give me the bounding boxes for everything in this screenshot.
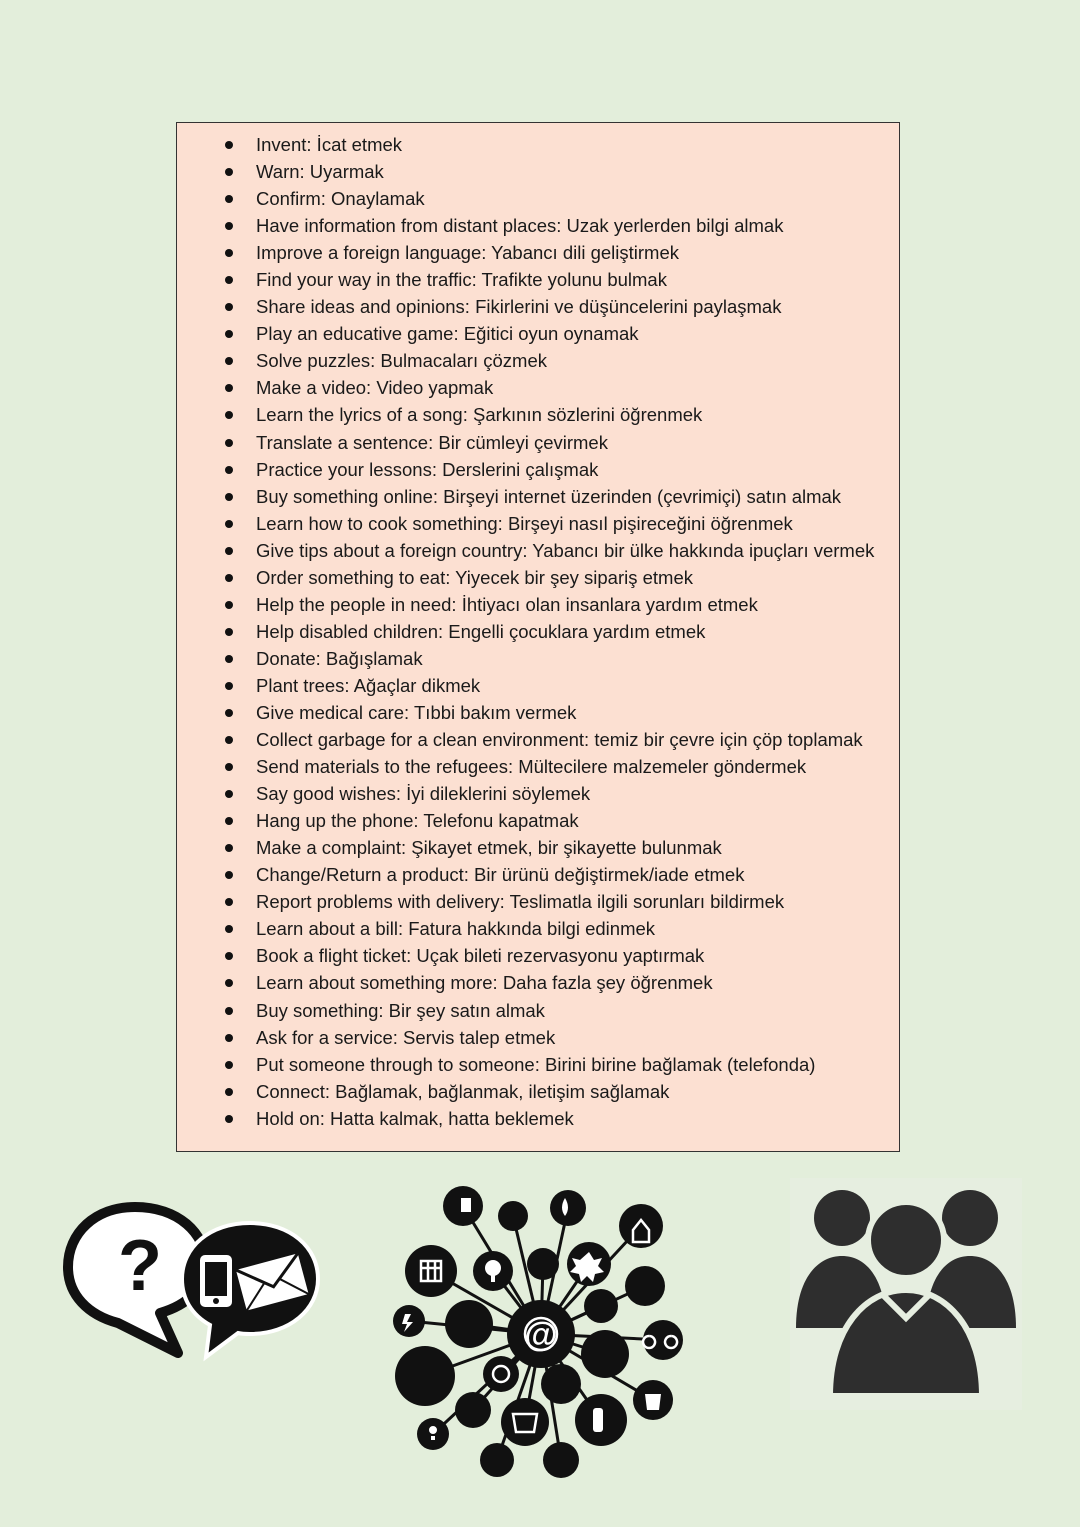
vocabulary-item xyxy=(177,593,899,620)
vocabulary-item xyxy=(177,160,899,187)
svg-text:?: ? xyxy=(118,1226,162,1306)
vocabulary-text: Help disabled children: Engelli çocuklara yardım etmek xyxy=(256,620,706,642)
vocabulary-text: Make a video: Video yapmak xyxy=(256,377,494,399)
vocabulary-text: Learn the lyrics of a song: Şarkının sözlerini öğrenmek xyxy=(256,404,703,426)
vocabulary-text: Connect: Bağlamak, bağlanmak, iletişim sağlamak xyxy=(256,1080,670,1102)
vocabulary-item xyxy=(177,1080,899,1107)
vocabulary-text: Put someone through to someone: Birini birine bağlamak (telefonda) xyxy=(256,1053,816,1075)
bullet-icon xyxy=(225,411,233,419)
vocabulary-text: Solve puzzles: Bulmacaları çözmek xyxy=(256,350,547,372)
bullet-icon xyxy=(225,790,233,798)
vocabulary-text: Invent: İcat etmek xyxy=(256,134,403,155)
vocabulary-item xyxy=(177,295,899,322)
bullet-icon xyxy=(225,898,233,906)
bullet-icon xyxy=(225,168,233,176)
vocabulary-text: Learn about a bill: Fatura hakkında bilgi edinmek xyxy=(256,918,656,940)
vocabulary-item xyxy=(177,458,899,485)
bullet-icon xyxy=(225,979,233,987)
bullet-icon xyxy=(225,330,233,338)
vocabulary-item xyxy=(177,485,899,512)
vocabulary-text: Plant trees: Ağaçlar dikmek xyxy=(256,674,481,696)
vocabulary-item xyxy=(177,782,899,809)
bullet-icon xyxy=(225,276,233,284)
speech-bubbles-phone-mail-icon xyxy=(60,1195,325,1365)
bullet-icon xyxy=(225,141,233,149)
vocabulary-item xyxy=(177,403,899,430)
bullet-icon xyxy=(225,736,233,744)
bullet-icon xyxy=(225,547,233,555)
vocabulary-item xyxy=(177,836,899,863)
vocabulary-text: Improve a foreign language: Yabancı dili geliştirmek xyxy=(256,242,679,264)
vocabulary-text: Collect garbage for a clean environment: temiz bir çevre için çöp toplamak xyxy=(256,729,863,751)
vocabulary-item xyxy=(177,187,899,214)
bullet-icon xyxy=(225,357,233,365)
vocabulary-item xyxy=(177,701,899,728)
vocabulary-list xyxy=(177,133,899,1134)
vocabulary-text: Share ideas and opinions: Fikirlerini ve düşüncelerini paylaşmak xyxy=(256,296,782,318)
vocabulary-item xyxy=(177,971,899,998)
bullet-icon xyxy=(225,817,233,825)
vocabulary-item xyxy=(177,133,899,160)
bullet-icon xyxy=(225,709,233,717)
vocabulary-text: Warn: Uyarmak xyxy=(256,161,384,183)
vocabulary-item xyxy=(177,999,899,1026)
vocabulary-item xyxy=(177,890,899,917)
vocabulary-item xyxy=(177,268,899,295)
bullet-icon xyxy=(225,682,233,690)
vocabulary-text: Play an educative game: Eğitici oyun oynamak xyxy=(256,323,639,345)
bullet-icon xyxy=(225,1061,233,1069)
bullet-icon xyxy=(225,1007,233,1015)
vocabulary-text: Book a flight ticket: Uçak bileti rezervasyonu yaptırmak xyxy=(256,945,705,967)
vocabulary-item xyxy=(177,349,899,376)
vocabulary-item xyxy=(177,647,899,674)
vocabulary-text: Buy something online: Birşeyi internet üzerinden (çevrimiçi) satın almak xyxy=(256,485,842,507)
vocabulary-item xyxy=(177,728,899,755)
vocabulary-text: Order something to eat: Yiyecek bir şey sipariş etmek xyxy=(256,566,693,588)
svg-text:@: @ xyxy=(524,1316,558,1354)
bullet-icon xyxy=(225,601,233,609)
vocabulary-text: Help the people in need: İhtiyacı olan insanlara yardım etmek xyxy=(256,593,758,615)
vocabulary-text: Practice your lessons: Derslerini çalışmak xyxy=(256,458,599,480)
vocabulary-item xyxy=(177,1053,899,1080)
vocabulary-text: Report problems with delivery: Teslimatla ilgili sorunları bildirmek xyxy=(256,891,785,913)
bullet-icon xyxy=(225,249,233,257)
bullet-icon xyxy=(225,493,233,501)
vocabulary-item xyxy=(177,755,899,782)
bullet-icon xyxy=(225,952,233,960)
vocabulary-item xyxy=(177,322,899,349)
bullet-icon xyxy=(225,628,233,636)
vocabulary-item xyxy=(177,620,899,647)
vocabulary-item xyxy=(177,512,899,539)
vocabulary-item xyxy=(177,863,899,890)
bullet-icon xyxy=(225,763,233,771)
bullet-icon xyxy=(225,1088,233,1096)
vocabulary-item xyxy=(177,241,899,268)
bullet-icon xyxy=(225,655,233,663)
vocabulary-item xyxy=(177,674,899,701)
people-group-icon xyxy=(790,1178,1022,1410)
vocabulary-text: Confirm: Onaylamak xyxy=(256,188,425,210)
bullet-icon xyxy=(225,925,233,933)
bullet-icon xyxy=(225,303,233,311)
vocabulary-text: Have information from distant places: Uzak yerlerden bilgi almak xyxy=(256,215,784,237)
vocabulary-text: Find your way in the traffic: Trafikte yolunu bulmak xyxy=(256,269,667,291)
vocabulary-item xyxy=(177,566,899,593)
bullet-icon xyxy=(225,384,233,392)
bullet-icon xyxy=(225,466,233,474)
vocabulary-text: Translate a sentence: Bir cümleyi çevirmek xyxy=(256,431,608,453)
vocabulary-text: Make a complaint: Şikayet etmek, bir şikayette bulunmak xyxy=(256,837,722,859)
vocabulary-item xyxy=(177,431,899,458)
vocabulary-item xyxy=(177,917,899,944)
vocabulary-text: Donate: Bağışlamak xyxy=(256,647,423,669)
bullet-icon xyxy=(225,520,233,528)
vocabulary-text: Hold on: Hatta kalmak, hatta beklemek xyxy=(256,1107,574,1129)
vocabulary-text: Ask for a service: Servis talep etmek xyxy=(256,1026,556,1048)
vocabulary-text: Buy something: Bir şey satın almak xyxy=(256,999,545,1021)
vocabulary-text: Give tips about a foreign country: Yabancı bir ülke hakkında ipuçları vermek xyxy=(256,539,875,561)
vocabulary-text: Change/Return a product: Bir ürünü değiştirmek/iade etmek xyxy=(256,864,745,886)
bullet-icon xyxy=(225,871,233,879)
vocabulary-item xyxy=(177,809,899,836)
bullet-icon xyxy=(225,222,233,230)
vocabulary-text: Hang up the phone: Telefonu kapatmak xyxy=(256,810,579,832)
vocabulary-item xyxy=(177,539,899,566)
vocabulary-item xyxy=(177,944,899,971)
vocabulary-text: Learn about something more: Daha fazla şey öğrenmek xyxy=(256,972,713,994)
bullet-icon xyxy=(225,844,233,852)
bullet-icon xyxy=(225,439,233,447)
bullet-icon xyxy=(225,195,233,203)
vocabulary-text: Say good wishes: İyi dileklerini söylemek xyxy=(256,783,591,805)
vocabulary-text: Learn how to cook something: Birşeyi nasıl pişireceğini öğrenmek xyxy=(256,512,793,534)
bullet-icon xyxy=(225,1115,233,1123)
vocabulary-item xyxy=(177,1026,899,1053)
vocabulary-item xyxy=(177,214,899,241)
bullet-icon xyxy=(225,1034,233,1042)
network-icons-cluster-icon xyxy=(393,1186,693,1482)
vocabulary-text: Give medical care: Tıbbi bakım vermek xyxy=(256,701,577,723)
vocabulary-item xyxy=(177,1107,899,1134)
vocabulary-item xyxy=(177,376,899,403)
vocabulary-box xyxy=(176,122,900,1152)
bullet-icon xyxy=(225,574,233,582)
vocabulary-text: Send materials to the refugees: Mültecilere malzemeler göndermek xyxy=(256,756,807,778)
